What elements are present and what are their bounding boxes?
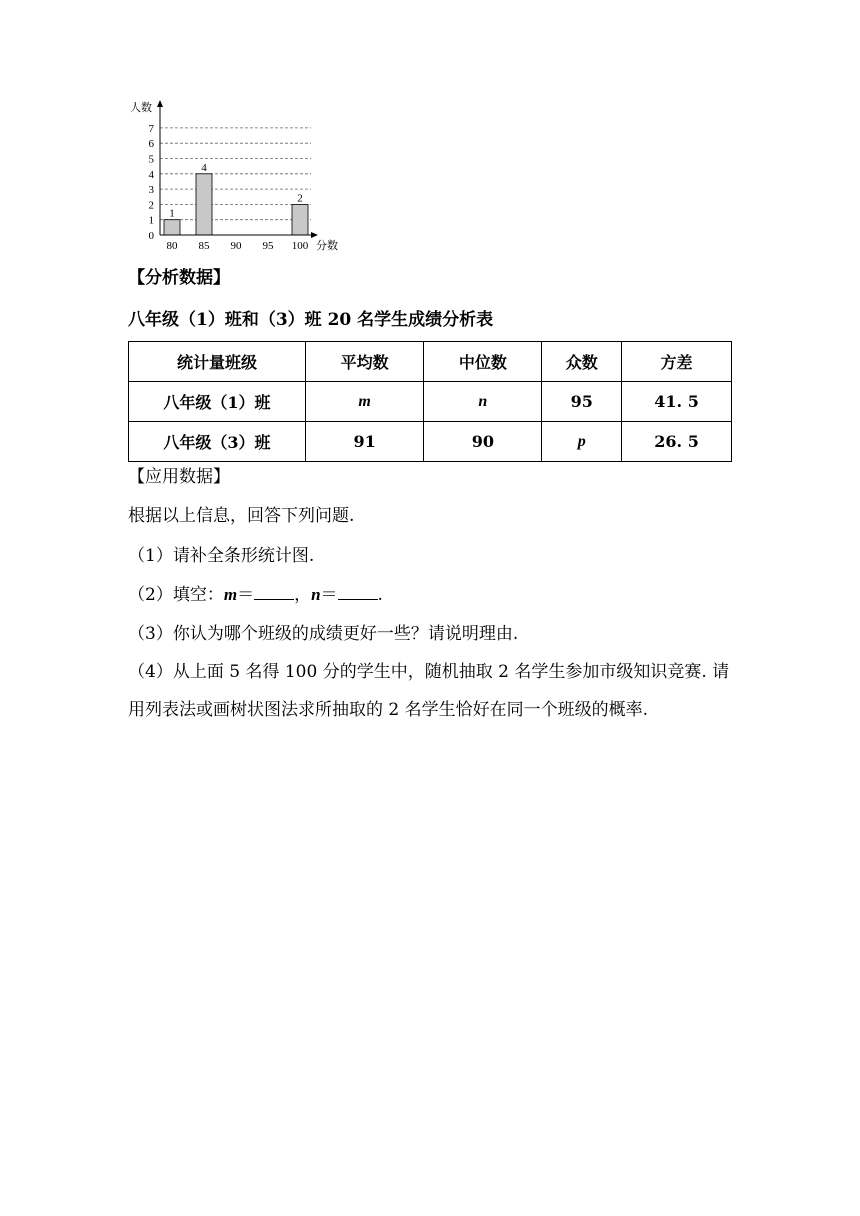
y-axis-label: 人数 bbox=[130, 102, 152, 114]
bar-data-label: 4 bbox=[201, 161, 207, 174]
stats-table bbox=[128, 341, 732, 462]
table-header-cell: 方差 bbox=[622, 342, 732, 382]
table-cell: 八年级（3）班 bbox=[129, 422, 306, 462]
bar-chart bbox=[128, 98, 348, 254]
question-4: （4）从上面 5 名得 100 分的学生中，随机抽取 2 名学生参加市级知识竞赛. 请用列表法或画树状图法求所抽取的 2 名学生恰好在同一个班级的概率. bbox=[128, 662, 730, 720]
period: . bbox=[377, 585, 383, 605]
x-tick-label: 100 bbox=[291, 240, 309, 252]
question-1: （1）请补全条形统计图. bbox=[128, 546, 315, 566]
y-tick-label: 3 bbox=[148, 184, 154, 197]
bar-data-label: 1 bbox=[169, 207, 175, 220]
question-2-prefix: （2）填空： bbox=[128, 585, 224, 605]
bar bbox=[196, 174, 212, 235]
bar bbox=[164, 220, 180, 235]
table-header-cell: 众数 bbox=[542, 342, 622, 382]
x-axis-label: 分数 bbox=[316, 240, 338, 252]
bar bbox=[292, 204, 308, 235]
x-axis-arrow bbox=[311, 232, 318, 238]
equals-sign: ＝ bbox=[237, 585, 255, 605]
x-tick-label: 90 bbox=[230, 240, 242, 252]
y-tick-label: 7 bbox=[148, 122, 154, 135]
section-analysis-heading: 【分析数据】 bbox=[128, 268, 230, 288]
answer-blank-n[interactable] bbox=[338, 585, 378, 600]
x-tick-label: 85 bbox=[198, 240, 210, 252]
question-3: （3）你认为哪个班级的成绩更好一些？请说明理由. bbox=[128, 624, 519, 644]
y-tick-label: 1 bbox=[148, 214, 154, 227]
answer-blank-m[interactable] bbox=[254, 585, 294, 600]
table-cell: m bbox=[306, 382, 424, 422]
table-cell: 41. 5 bbox=[622, 382, 732, 422]
table-cell: n bbox=[424, 382, 542, 422]
variable-n: n bbox=[311, 585, 321, 604]
y-axis-arrow bbox=[157, 100, 163, 107]
y-tick-label: 4 bbox=[148, 168, 154, 181]
table-row bbox=[129, 382, 732, 422]
intro-text: 根据以上信息，回答下列问题. bbox=[128, 506, 355, 526]
question-2 bbox=[128, 576, 732, 614]
table-cell: 26. 5 bbox=[622, 422, 732, 462]
x-tick-label: 95 bbox=[262, 240, 274, 252]
table-cell: 95 bbox=[542, 382, 622, 422]
table-row bbox=[129, 422, 732, 462]
y-tick-label: 6 bbox=[148, 138, 154, 151]
separator: ， bbox=[294, 585, 312, 605]
table-title: 八年级（1）班和（3）班 20 名学生成绩分析表 bbox=[128, 310, 494, 330]
table-header-cell: 平均数 bbox=[306, 342, 424, 382]
table-cell: p bbox=[542, 422, 622, 462]
table-cell: 八年级（1）班 bbox=[129, 382, 306, 422]
y-tick-label: 0 bbox=[148, 230, 154, 242]
table-header-cell: 统计量班级 bbox=[129, 342, 306, 382]
y-tick-label: 2 bbox=[148, 199, 154, 212]
section-apply-heading: 【应用数据】 bbox=[128, 467, 230, 487]
table-cell: 90 bbox=[424, 422, 542, 462]
x-tick-label: 80 bbox=[166, 240, 178, 252]
equals-sign: ＝ bbox=[320, 585, 338, 605]
variable-m: m bbox=[223, 585, 238, 604]
y-tick-label: 5 bbox=[148, 153, 154, 166]
table-header-row bbox=[129, 342, 732, 382]
table-header-cell: 中位数 bbox=[424, 342, 542, 382]
table-cell: 91 bbox=[306, 422, 424, 462]
bar-data-label: 2 bbox=[297, 192, 303, 205]
chart-grid bbox=[160, 128, 311, 220]
